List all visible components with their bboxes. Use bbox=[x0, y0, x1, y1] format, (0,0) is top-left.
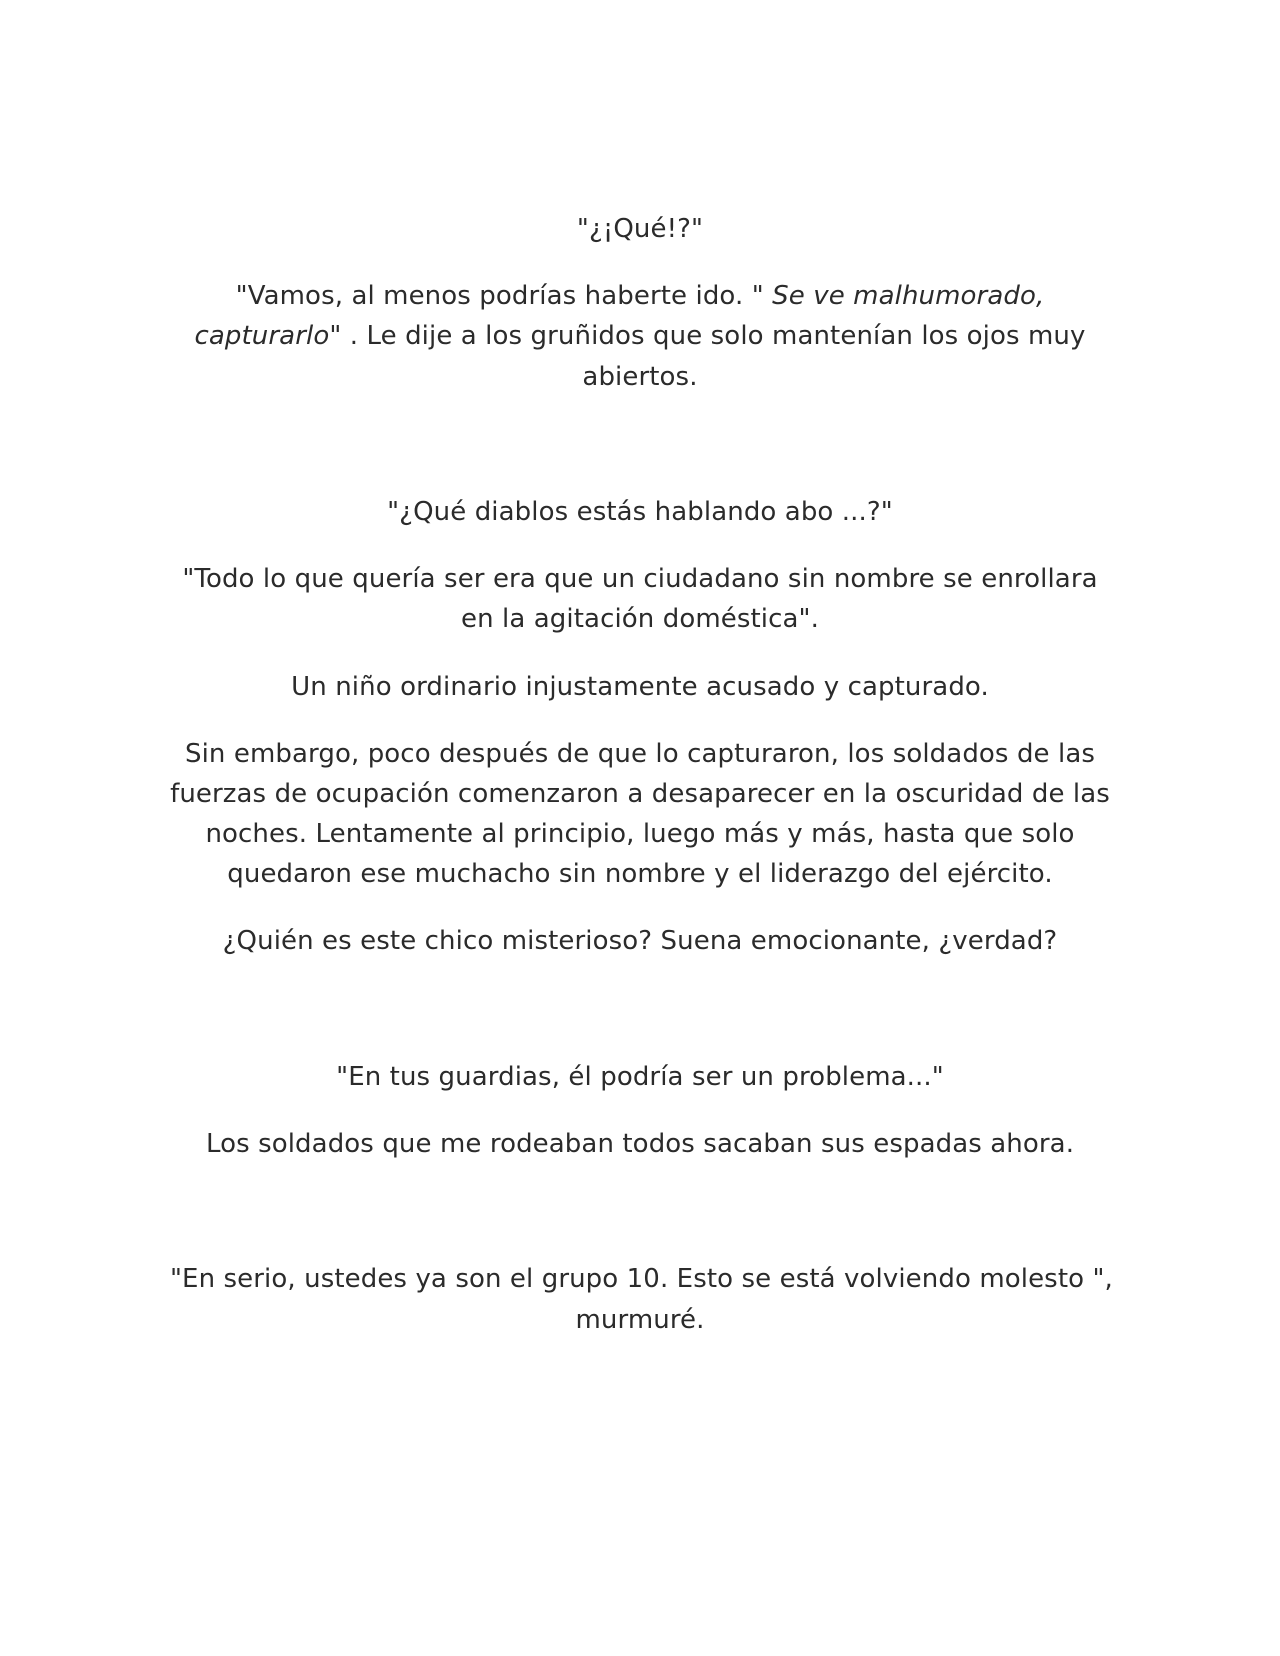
paragraph-8-line-1: "En tus guardias, él podría ser un problema..." bbox=[336, 1062, 944, 1092]
paragraph-4-line-2: en la agitación doméstica". bbox=[461, 604, 819, 634]
paragraph-6-line-3: noches. Lentamente al principio, luego más y más, hasta que solo bbox=[205, 819, 1075, 849]
paragraph-9-line-1: Los soldados que me rodeaban todos sacaban sus espadas ahora. bbox=[205, 1129, 1075, 1159]
paragraph-2-line-3: abiertos. bbox=[582, 362, 698, 392]
paragraph-2-line-2-italic: capturarlo" bbox=[194, 321, 342, 351]
paragraph-7-line-1: ¿Quién es este chico misterioso? Suena emocionante, ¿verdad? bbox=[222, 926, 1058, 956]
paragraph-6-line-2: fuerzas de ocupación comenzaron a desaparecer en la oscuridad de las bbox=[170, 779, 1110, 809]
paragraph-5-line-1: Un niño ordinario injustamente acusado y capturado. bbox=[291, 672, 989, 702]
paragraph-2-line-2 bbox=[170, 315, 1110, 357]
paragraph-6-line-4: quedaron ese muchacho sin nombre y el liderazgo del ejército. bbox=[227, 859, 1053, 889]
paragraph-6-line-1: Sin embargo, poco después de que lo capturaron, los soldados de las bbox=[184, 739, 1096, 769]
paragraph-2-line-1-italic: " Se ve malhumorado, bbox=[751, 281, 1045, 311]
paragraph-2-line-2-regular: . Le dije a los gruñidos que solo mantenían los ojos muy bbox=[341, 321, 1086, 351]
paragraph-10-line-2: murmuré. bbox=[575, 1305, 705, 1335]
paragraph-3-line-1: "¿Qué diablos estás hablando abo ...?" bbox=[387, 497, 893, 527]
paragraph-10-line-1: "En serio, ustedes ya son el grupo 10. Esto se está volviendo molesto ", bbox=[170, 1264, 1113, 1294]
paragraph-1-line-1: "¿¡Qué!?" bbox=[576, 214, 704, 244]
paragraph-2-line-1-regular: "Vamos, al menos podrías haberte ido. bbox=[235, 281, 752, 311]
paragraph-2-line-1 bbox=[170, 275, 1110, 317]
paragraph-4-line-1: "Todo lo que quería ser era que un ciudadano sin nombre se enrollara bbox=[182, 564, 1098, 594]
